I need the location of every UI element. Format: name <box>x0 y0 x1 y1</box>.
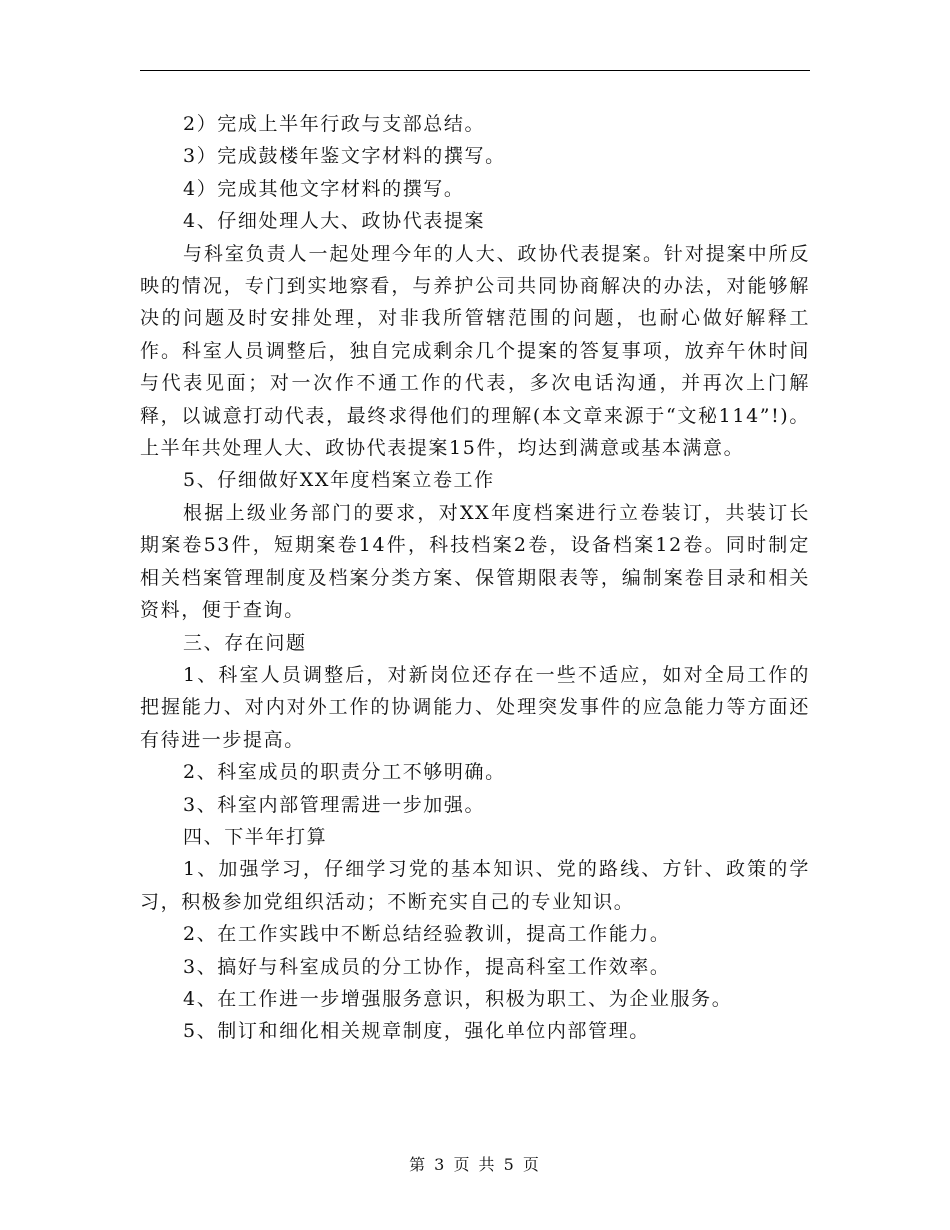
paragraph-item-3: 4）完成其他文字材料的撰写。 <box>183 177 465 200</box>
paragraph-problem-3: 3、科室内部管理需进一步加强。 <box>183 793 486 816</box>
paragraph-item-1: 2）完成上半年行政与支部总结。 <box>183 113 486 135</box>
section-heading-archives: 5、仔细做好XX年度档案立卷工作 <box>183 469 495 492</box>
paragraph-item-2: 3）完成鼓楼年鉴文字材料的撰写。 <box>183 145 506 168</box>
paragraph-plan-3: 3、搞好与科室成员的分工协作，提高科室工作效率。 <box>183 955 671 978</box>
paragraph-plan-1: 1、加强学习，仔细学习党的基本知识、党的路线、方针、政策的学习，积极参加党组织活动；不断充实自己的专业知识。 <box>140 858 810 913</box>
paragraph-problem-1: 1、科室人员调整后，对新岗位还存在一些不适应，如对全局工作的把握能力、对内对外工作的协调能力、处理突发事件的应急能力等方面还有待进一步提高。 <box>140 663 810 751</box>
paragraph-proposals: 与科室负责人一起处理今年的人大、政协代表提案。针对提案中所反映的情况，专门到实地察看，与养护公司共同协商解决的办法，对能够解决的问题及时安排处理，对非我所管辖范围的问题，也耐心做好解释工作。科室人员调整后，独自完成剩余几个提案的答复事项，放弃午休时间与代表见面；对一次作不通工作的代表，多次电话沟通，并再次上门解释，以诚意打动代表，最终求得他们的理解(本文章来源于“文秘114”!)。上半年共处理人大、政协代表提案15件，均达到满意或基本满意。 <box>140 242 810 460</box>
paragraph-plan-5: 5、制订和细化相关规章制度，强化单位内部管理。 <box>183 1020 650 1043</box>
page-number-footer: 第 3 页 共 5 页 <box>409 1155 541 1174</box>
header-rule <box>140 70 810 71</box>
section-heading-proposals: 4、仔细处理人大、政协代表提案 <box>183 210 486 233</box>
paragraph-problem-2: 2、科室成员的职责分工不够明确。 <box>183 761 506 784</box>
paragraph-plan-4: 4、在工作进一步增强服务意识，积极为职工、为企业服务。 <box>183 987 733 1010</box>
section-heading-problems: 三、存在问题 <box>183 631 307 654</box>
document-body <box>140 108 810 1048</box>
paragraph-plan-2: 2、在工作实践中不断总结经验教训，提高工作能力。 <box>183 923 671 946</box>
section-heading-plans: 四、下半年打算 <box>183 825 328 848</box>
paragraph-archives: 根据上级业务部门的要求，对XX年度档案进行立卷装订，共装订长期案卷53件，短期案卷14件，科技档案2卷，设备档案12卷。同时制定相关档案管理制度及档案分类方案、保管期限表等，编制案卷目录和相关资料，便于查询。 <box>140 501 810 622</box>
